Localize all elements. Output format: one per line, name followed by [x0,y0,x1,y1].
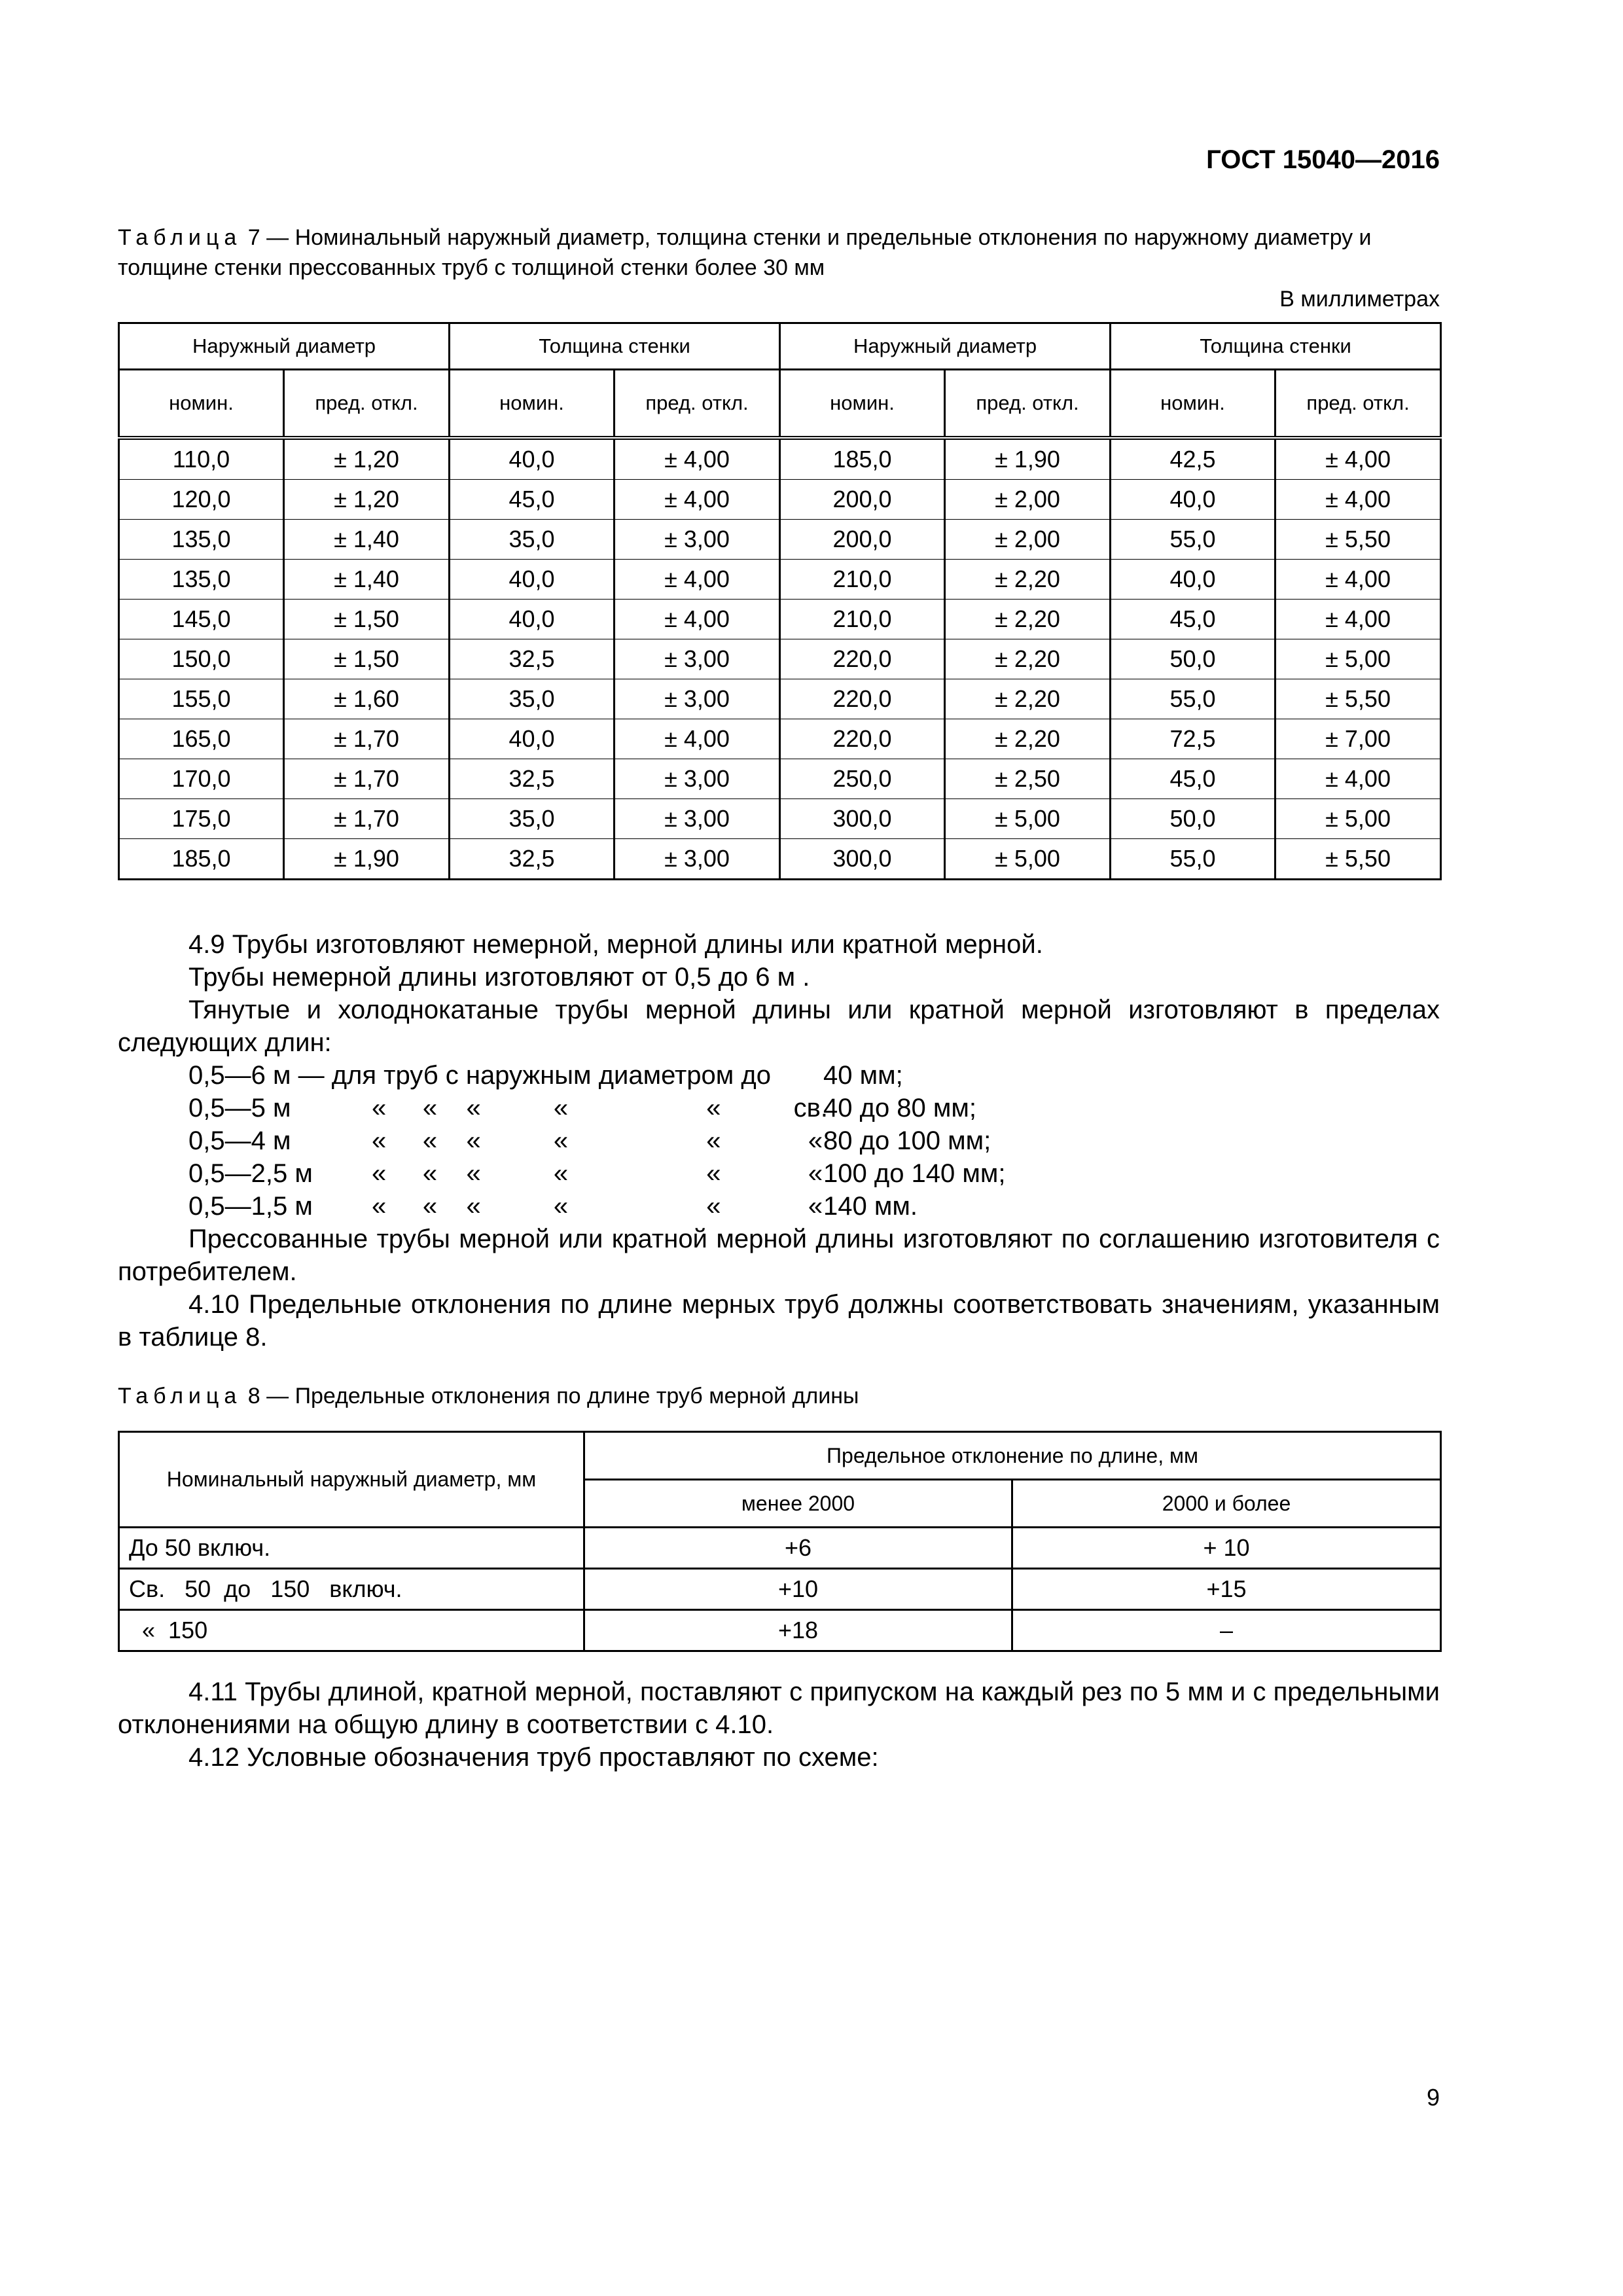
table-cell: « 150 [119,1610,584,1651]
table7-group-header: Наружный диаметр [119,323,450,370]
table-cell: 150,0 [119,639,284,679]
table-cell: 55,0 [1111,520,1275,560]
table8-col1-header: Номинальный наружный диаметр, мм [119,1432,584,1528]
table-row [119,520,1441,560]
table-cell: 40,0 [1111,480,1275,520]
table-cell: ± 4,00 [615,480,780,520]
table-cell: 220,0 [780,639,945,679]
table-cell: До 50 включ. [119,1528,584,1569]
table-cell: ± 2,20 [945,560,1111,600]
section-text-4-11 [118,1676,1440,1774]
paragraph-drawn: Тянутые и холоднокатаные трубы мерной длины или кратной мерной изготовляют в пределах следующих длин: [118,996,1440,1057]
document-page [118,0,1440,2296]
table-cell: 220,0 [780,679,945,719]
table8 [118,1431,1442,1652]
table-cell: 45,0 [1111,600,1275,639]
table-cell: ± 3,00 [615,520,780,560]
table-cell: ± 5,00 [945,799,1111,839]
document-code: ГОСТ 15040—2016 [1206,145,1440,174]
table-cell: 32,5 [450,639,615,679]
table-cell: +18 [584,1610,1012,1651]
table-cell: ± 5,50 [1275,679,1441,719]
table-cell: 210,0 [780,560,945,600]
paragraph-nonmeasured: Трубы немерной длины изготовляют от 0,5 до 6 м . [188,963,810,992]
table8-caption [118,1381,1440,1411]
table-cell: ± 1,40 [284,560,450,600]
paragraph-4-12: 4.12 Условные обозначения труб проставляют по схеме: [188,1743,879,1772]
table-cell: 55,0 [1111,679,1275,719]
table-cell: 200,0 [780,480,945,520]
table-cell: ± 1,20 [284,480,450,520]
table-cell: 45,0 [450,480,615,520]
table-cell: ± 5,00 [1275,799,1441,839]
table-cell: 42,5 [1111,438,1275,480]
table-cell: 50,0 [1111,799,1275,839]
length-list-item [118,1092,1440,1124]
paragraph-4-9: 4.9 Трубы изготовляют немерной, мерной длины или кратной мерной. [188,930,1043,959]
table7-caption-label: Таблица [118,225,242,250]
table-cell: ± 1,50 [284,639,450,679]
page-number: 9 [1426,2084,1440,2111]
table7-sub-header: пред. откл. [615,370,780,439]
table-cell: 135,0 [119,520,284,560]
table-cell: 120,0 [119,480,284,520]
table7-sub-header: номин. [119,370,284,439]
length-list-part: 80 до 100 мм; [823,1126,991,1155]
table-cell: 35,0 [450,679,615,719]
table-cell: 40,0 [450,719,615,759]
table-cell: 155,0 [119,679,284,719]
table-cell: 170,0 [119,759,284,799]
table-cell: ± 5,50 [1275,520,1441,560]
table-cell: ± 2,20 [945,600,1111,639]
length-list-item [118,1124,1440,1157]
table7 [118,322,1442,880]
table-cell: 250,0 [780,759,945,799]
table8-sub-header: менее 2000 [584,1480,1012,1528]
paragraph-pressed: Прессованные трубы мерной или кратной мерной длины изготовляют по соглашению изготовителя с потребителем. [118,1225,1440,1286]
table-cell: ± 1,90 [945,438,1111,480]
table7-units: В миллиметрах [1279,287,1440,312]
table-row [119,1610,1441,1651]
table-cell: ± 5,50 [1275,839,1441,880]
table-cell: ± 4,00 [1275,438,1441,480]
table-row [119,839,1441,880]
table-cell: ± 4,00 [1275,560,1441,600]
length-list-part: 0,5—4 м [188,1126,291,1155]
table-cell: 210,0 [780,600,945,639]
table-cell: ± 1,70 [284,759,450,799]
table-cell: 110,0 [119,438,284,480]
length-list-part: « « « « « « [372,1126,823,1155]
length-list-part: 140 мм. [823,1192,918,1221]
table-cell: 40,0 [1111,560,1275,600]
length-list-part: 100 до 140 мм; [823,1159,1006,1188]
table-cell: ± 1,40 [284,520,450,560]
table-cell: ± 1,50 [284,600,450,639]
table-row [119,679,1441,719]
table7-group-header: Толщина стенки [450,323,780,370]
table-cell: ± 2,20 [945,679,1111,719]
table-row [119,600,1441,639]
table7-caption-text: 7 — Номинальный наружный диаметр, толщина стенки и предельные отклонения по наружному диаметру и толщине стенки прессованных труб с толщиной стенки более 30 мм [118,225,1372,280]
length-list-part: « « « « « св. [372,1094,829,1122]
table-cell: 135,0 [119,560,284,600]
table-cell: ± 7,00 [1275,719,1441,759]
table-cell: Св. 50 до 150 включ. [119,1569,584,1610]
table-cell: 185,0 [119,839,284,880]
table-row [119,438,1441,480]
table-cell: 45,0 [1111,759,1275,799]
length-list-item [118,1059,1440,1092]
table-cell: 32,5 [450,759,615,799]
table-row [119,759,1441,799]
table7-sub-header: пред. откл. [945,370,1111,439]
table-cell: 40,0 [450,560,615,600]
table7-caption [118,223,1440,283]
table-cell: 35,0 [450,520,615,560]
length-list-part: 0,5—2,5 м [188,1159,313,1188]
table-cell: ± 5,00 [1275,639,1441,679]
table7-sub-header: номин. [1111,370,1275,439]
table-cell: ± 2,20 [945,639,1111,679]
table-cell: 175,0 [119,799,284,839]
length-list-item [118,1157,1440,1190]
table-cell: 185,0 [780,438,945,480]
length-list-item [118,1190,1440,1223]
table-cell: ± 2,20 [945,719,1111,759]
table-cell: ± 3,00 [615,799,780,839]
table7-body [119,438,1441,880]
section-text-4-9 [118,928,1440,1354]
table-cell: ± 3,00 [615,839,780,880]
table-cell: ± 3,00 [615,679,780,719]
table-cell: 165,0 [119,719,284,759]
table7-sub-header: номин. [780,370,945,439]
table-cell: 72,5 [1111,719,1275,759]
table-cell: 145,0 [119,600,284,639]
table-cell: – [1012,1610,1441,1651]
table-cell: ± 3,00 [615,759,780,799]
table7-sub-header: пред. откл. [1275,370,1441,439]
table-row [119,1528,1441,1569]
table-cell: ± 2,00 [945,480,1111,520]
table-cell: ± 1,70 [284,799,450,839]
table-cell: ± 1,70 [284,719,450,759]
table-row [119,560,1441,600]
length-list-part: « « « « « « [372,1159,823,1188]
table-row [119,719,1441,759]
table-cell: ± 5,00 [945,839,1111,880]
length-list-part: 0,5—6 м — для труб с наружным диаметром до [188,1061,771,1090]
table8-group-header: Предельное отклонение по длине, мм [584,1432,1441,1480]
table8-caption-label: Таблица [118,1384,242,1408]
table-cell: +10 [584,1569,1012,1610]
table-cell: 40,0 [450,438,615,480]
table-cell: ± 1,90 [284,839,450,880]
table-cell: 220,0 [780,719,945,759]
table-cell: +6 [584,1528,1012,1569]
table8-body [119,1528,1441,1651]
length-list-part: 40 мм; [823,1061,903,1090]
table7-group-header: Наружный диаметр [780,323,1111,370]
length-list-part: 0,5—1,5 м [188,1192,313,1221]
table-cell: ± 1,60 [284,679,450,719]
table-cell: 50,0 [1111,639,1275,679]
table-cell: ± 4,00 [1275,759,1441,799]
length-list-part: 0,5—5 м [188,1094,291,1122]
table7-sub-header: пред. откл. [284,370,450,439]
table7-sub-header: номин. [450,370,615,439]
table-cell: ± 4,00 [615,438,780,480]
table-row [119,799,1441,839]
table8-caption-text: 8 — Предельные отклонения по длине труб мерной длины [247,1384,859,1408]
table-cell: ± 4,00 [615,719,780,759]
paragraph-4-11: 4.11 Трубы длиной, кратной мерной, поставляют с припуском на каждый рез по 5 мм и с предельными отклонениями на общую длину в соответствии с 4.10. [118,1677,1440,1739]
table-cell: ± 2,50 [945,759,1111,799]
table-cell: 32,5 [450,839,615,880]
length-list [118,1059,1440,1223]
length-list-part: « « « « « « [372,1192,823,1221]
table-row [119,639,1441,679]
paragraph-4-10: 4.10 Предельные отклонения по длине мерных труб должны соответствовать значениям, указанным в таблице 8. [118,1290,1440,1352]
table-cell: +15 [1012,1569,1441,1610]
table-cell: ± 4,00 [1275,600,1441,639]
table-cell: ± 2,00 [945,520,1111,560]
length-list-part: 40 до 80 мм; [823,1094,977,1122]
table-cell: ± 1,20 [284,438,450,480]
table-cell: 40,0 [450,600,615,639]
table8-sub-header: 2000 и более [1012,1480,1441,1528]
table-cell: ± 4,00 [615,560,780,600]
table-cell: 55,0 [1111,839,1275,880]
table-cell: 300,0 [780,839,945,880]
table-cell: + 10 [1012,1528,1441,1569]
table-cell: ± 4,00 [615,600,780,639]
table-cell: ± 3,00 [615,639,780,679]
table-row [119,1569,1441,1610]
table-cell: 300,0 [780,799,945,839]
table-cell: ± 4,00 [1275,480,1441,520]
table-row [119,480,1441,520]
table-cell: 200,0 [780,520,945,560]
table7-group-header: Толщина стенки [1111,323,1441,370]
table-cell: 35,0 [450,799,615,839]
